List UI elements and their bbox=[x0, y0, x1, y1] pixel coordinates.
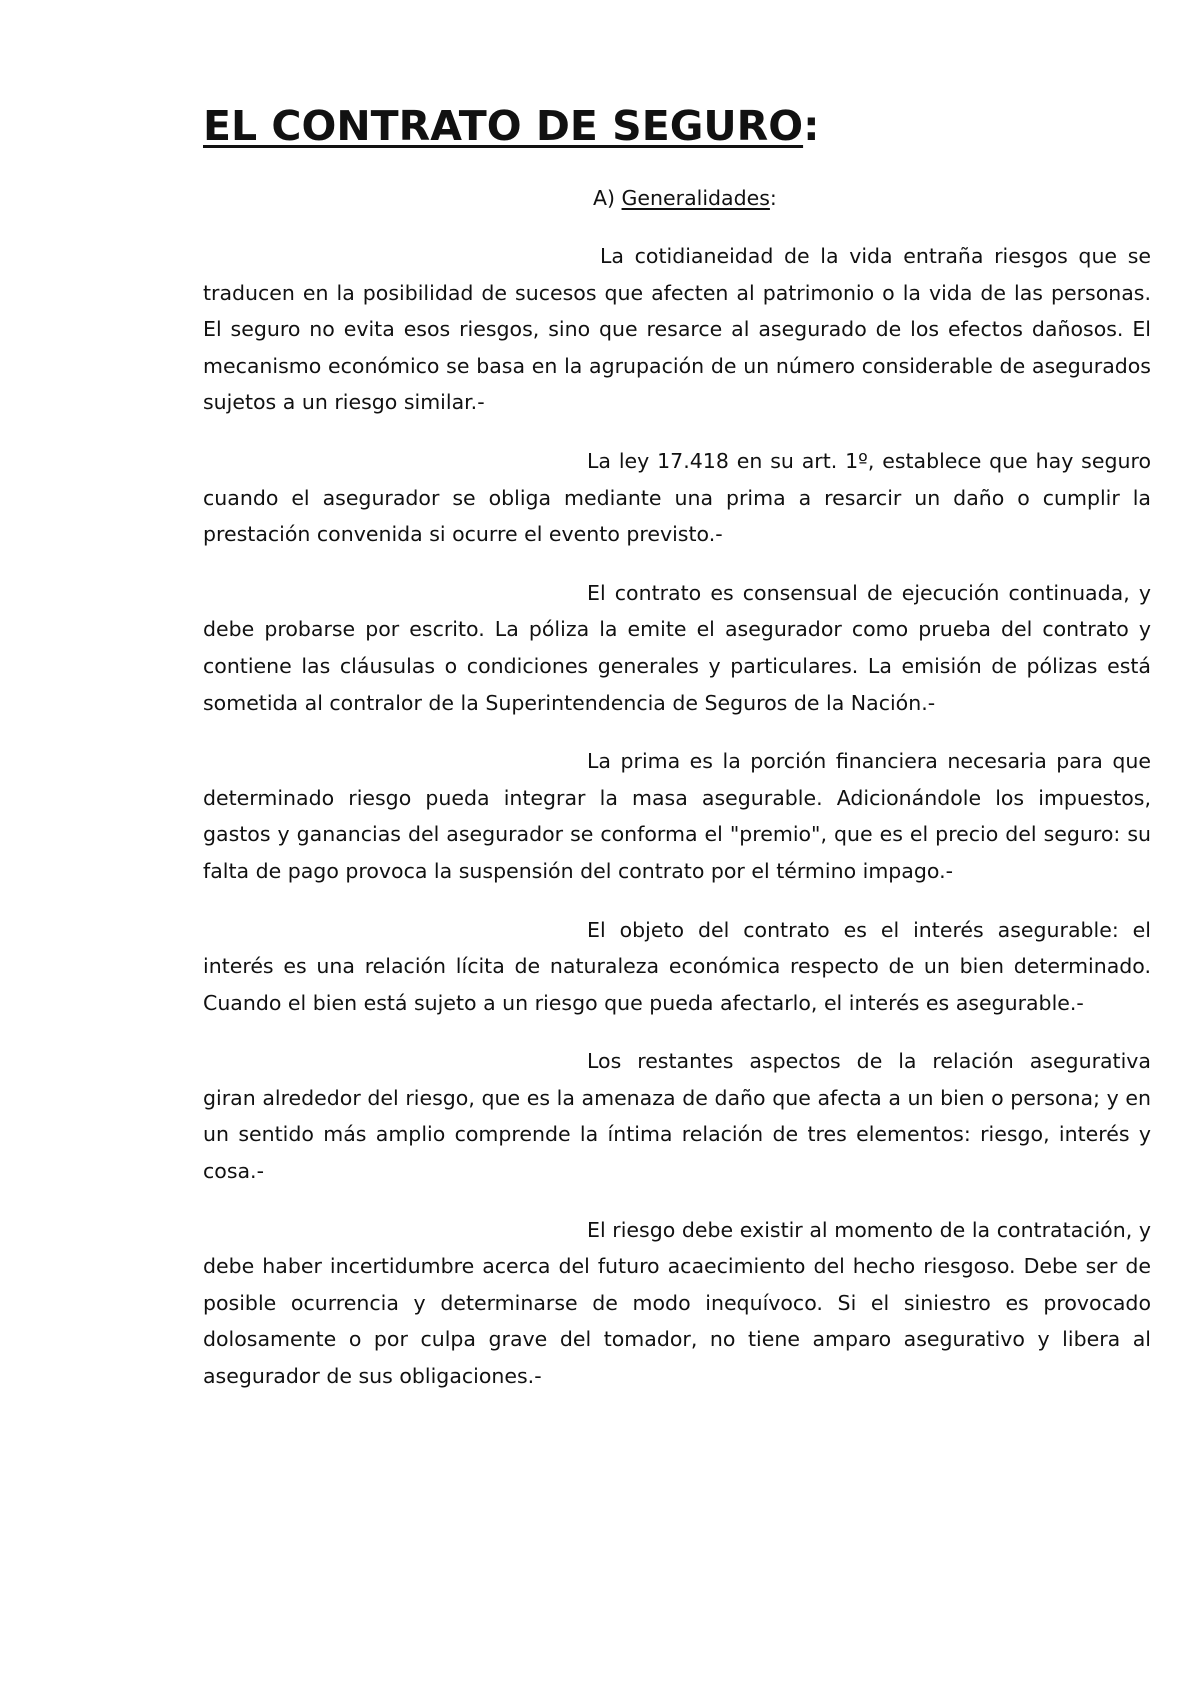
paragraph-3: El contrato es consensual de ejecución continuada, y debe probarse por escrito. La póliza la emite el asegurador como prueba del contrato y contiene las cláusulas o condiciones generales y particulares. La emisión de pólizas está sometida al contralor de la Superintendencia de Seguros de la Nación.- bbox=[203, 580, 1151, 715]
document-title bbox=[203, 98, 1151, 154]
section-heading bbox=[203, 180, 1151, 216]
paragraph-1: La cotidianeidad de la vida entraña riesgos que se traducen en la posibilidad de sucesos que afecten al patrimonio o la vida de las personas. El seguro no evita esos riesgos, sino que resarce al asegurado de los efectos dañosos. El mecanismo económico se basa en la agrupación de un número considerable de asegurados sujetos a un riesgo similar.- bbox=[203, 244, 1151, 415]
document-title-text: EL CONTRATO DE SEGURO bbox=[203, 102, 804, 150]
document-body bbox=[203, 98, 1151, 1395]
paragraph-4: La prima es la porción financiera necesaria para que determinado riesgo pueda integrar la masa asegurable. Adicionándole los impuestos, gastos y ganancias del asegurador se conforma el "premio", que es el precio del seguro: su falta de pago provoca la suspensión del contrato por el término impago.- bbox=[203, 749, 1151, 883]
document-title-colon: : bbox=[803, 102, 820, 150]
section-heading-prefix: A) bbox=[593, 186, 622, 210]
section-heading-label: Generalidades bbox=[621, 186, 770, 210]
paragraph-2: La ley 17.418 en su art. 1º, establece que hay seguro cuando el asegurador se obliga mediante una prima a resarcir un daño o cumplir la prestación convenida si ocurre el evento previsto.- bbox=[203, 448, 1151, 547]
paragraph-6: Los restantes aspectos de la relación asegurativa giran alrededor del riesgo, que es la amenaza de daño que afecta a un bien o persona; y en un sentido más amplio comprende la íntima relación de tres elementos: riesgo, interés y cosa.- bbox=[203, 1049, 1151, 1184]
paragraph-5: El objeto del contrato es el interés asegurable: el interés es una relación lícita de naturaleza económica respecto de un bien determinado. Cuando el bien está sujeto a un riesgo que pueda afectarlo, el interés es asegurable.- bbox=[203, 917, 1151, 1015]
paragraph-7: El riesgo debe existir al momento de la contratación, y debe haber incertidumbre acerca del futuro acaecimiento del hecho riesgoso. Debe ser de posible ocurrencia y determinarse de modo inequívoco. Si el siniestro es provocado dolosamente o por culpa grave del tomador, no tiene amparo asegurativo y libera al asegurador de sus obligaciones.- bbox=[203, 1217, 1151, 1389]
section-heading-colon: : bbox=[769, 186, 777, 210]
